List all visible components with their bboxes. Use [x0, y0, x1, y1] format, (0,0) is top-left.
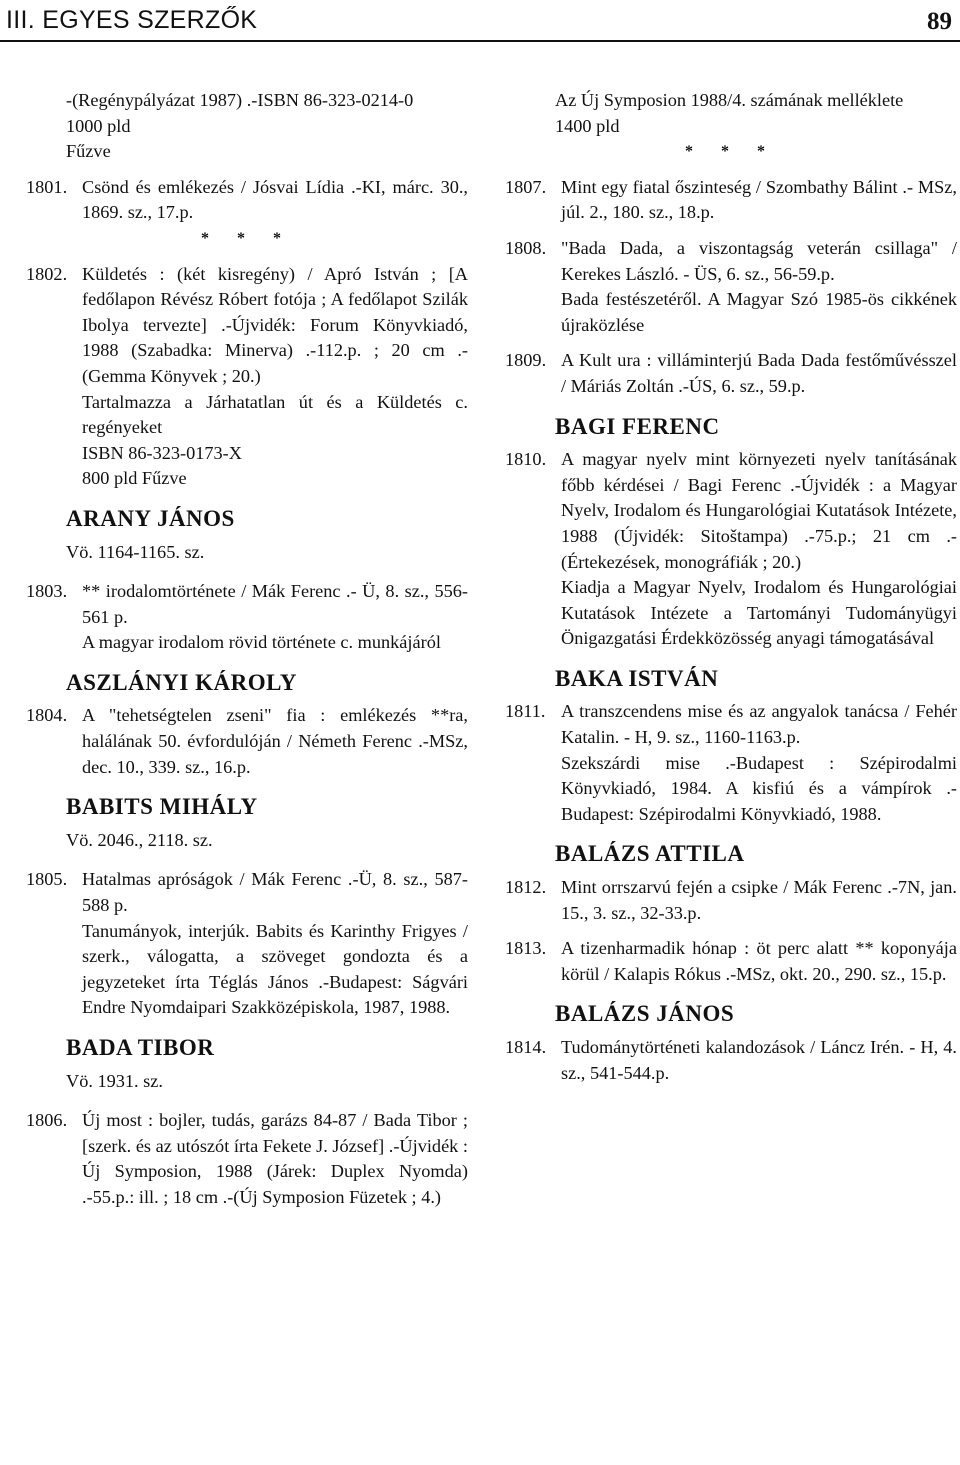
entry-number: 1811. — [505, 701, 546, 722]
author-heading-bagi: BAGI FERENC — [555, 413, 720, 439]
continued-line: Az Új Symposion 1988/4. számának melléklete — [555, 90, 904, 110]
entry-number: 1813. — [505, 938, 547, 959]
author-heading-aszlanyi: ASZLÁNYI KÁROLY — [66, 669, 297, 695]
entry-number: 1806. — [26, 1110, 68, 1131]
author-heading-babits: BABITS MIHÁLY — [66, 794, 258, 820]
author-heading-balazs-janos: BALÁZS JÁNOS — [555, 1001, 735, 1027]
entry-text: Tudománytörténeti kalandozások / Láncz Irén. - H, 4. sz., 541-544.p. — [561, 1037, 957, 1083]
entry-text: A "tehetségtelen zseni" fia : emlékezés **ra, halálának 50. évfordulóján / Németh Ferenc .-MSz, dec. 10., 339. sz., 16.p. — [82, 705, 468, 777]
entry-number: 1804. — [26, 705, 68, 726]
entry-1813 — [505, 936, 957, 987]
entry-number: 1810. — [505, 449, 547, 470]
entry-note: Kiadja a Magyar Nyelv, Irodalom és Hungarológiai Kutatások Intézete a Tartományi Tudományügyi Önigazgatási Érdekközösség anyagi támogatásával — [561, 577, 957, 649]
continued-line: -(Regénypályázat 1987) .-ISBN 86-323-0214-0 — [66, 90, 414, 110]
entry-1811 — [505, 699, 957, 827]
entry-note: Tanumányok, interjúk. Babits és Karinthy Frigyes / szerk., válogatta, a szöveget gondozta és a jegyzeteket írta Téglás János .-Budapest: Ságvári Endre Nyomdaipari Szakközépiskola, 1987, 1988. — [82, 920, 468, 1018]
section-separator: * * * — [685, 143, 777, 161]
author-heading-balazs-attila: BALÁZS ATTILA — [555, 841, 745, 867]
entry-1812 — [505, 875, 957, 926]
entry-number: 1802. — [26, 263, 68, 284]
entry-number: 1805. — [26, 869, 68, 890]
entry-number: 1808. — [505, 237, 547, 258]
entry-text: "Bada Dada, a viszontagság veterán csillaga" / Kerekes László. - ÜS, 6. sz., 56-59.p. — [561, 237, 957, 284]
entry-1804 — [26, 703, 468, 780]
entry-isbn: ISBN 86-323-0173-X — [82, 442, 242, 463]
continued-entry — [26, 88, 468, 165]
entry-text: A tizenharmadik hónap : öt perc alatt ** koponyája körül / Kalapis Rókus .-MSz, okt. 20., 290. sz., 15.p. — [561, 938, 957, 984]
continued-line: 1400 pld — [555, 115, 620, 136]
entry-1806 — [26, 1108, 468, 1210]
entry-1801 — [26, 175, 468, 226]
entry-1808 — [505, 236, 957, 338]
chapter-title: III. EGYES SZERZŐK — [6, 6, 258, 34]
continued-line: 1000 pld — [66, 115, 131, 136]
entry-1802 — [26, 262, 468, 492]
page-number: 89 — [927, 8, 952, 35]
left-column — [26, 88, 468, 1211]
entry-note: Tartalmazza a Járhatatlan út és a Küldetés c. regényeket — [82, 391, 468, 438]
entry-1810 — [505, 447, 957, 652]
cross-reference: Vö. 1931. sz. — [66, 1070, 163, 1091]
entry-note: Bada festészetéről. A Magyar Szó 1985-ös cikkének újraközlése — [561, 289, 957, 335]
cross-reference: Vö. 2046., 2118. sz. — [66, 829, 213, 850]
entry-number: 1812. — [505, 877, 547, 898]
author-heading-baka: BAKA ISTVÁN — [555, 665, 719, 691]
continued-line: Fűzve — [66, 141, 111, 162]
entry-number: 1807. — [505, 176, 547, 197]
entry-text: Mint egy fiatal őszinteség / Szombathy Bálint .- MSz, júl. 2., 180. sz., 18.p. — [561, 176, 957, 223]
cross-reference: Vö. 1164-1165. sz. — [66, 541, 205, 562]
section-separator: * * * — [201, 229, 293, 247]
entry-1807 — [505, 175, 957, 226]
entry-note: A magyar irodalom rövid története c. munkájáról — [82, 632, 441, 653]
entry-1809 — [505, 348, 957, 399]
entry-text: Hatalmas apróságok / Mák Ferenc .-Ü, 8. sz., 587-588 p. — [82, 869, 468, 916]
author-heading-bada: BADA TIBOR — [66, 1035, 215, 1060]
entry-text: Új most : bojler, tudás, garázs 84-87 / Bada Tibor ; [szerk. és az utószót írta Fekete J. József] .-Újvidék : Új Symposion, 1988 (Járek: Duplex Nyomda) .-55.p.: ill. ; 18 cm .-(Új Symposion Füzetek ; 4.) — [82, 1110, 468, 1207]
author-heading-arany: ARANY JÁNOS — [66, 505, 235, 531]
entry-number: 1801. — [26, 176, 68, 197]
entry-text: ** irodalomtörténete / Mák Ferenc .- Ü, 8. sz., 556-561 p. — [82, 581, 468, 627]
entry-1803 — [26, 579, 468, 656]
entry-text: A Kult ura : villáminterjú Bada Dada festőművésszel / Máriás Zoltán .-ÚS, 6. sz., 59.p. — [561, 350, 957, 396]
entry-1805 — [26, 867, 468, 1021]
entry-number: 1814. — [505, 1037, 547, 1057]
entry-note: Szekszárdi mise .-Budapest : Szépirodalmi Könyvkiadó, 1984. A kisfiú és a vámpírok .-Budapest: Szépirodalmi Könyvkiadó, 1988. — [561, 752, 957, 824]
continued-entry — [505, 88, 957, 139]
entry-number: 1803. — [26, 581, 68, 602]
page-header — [0, 0, 960, 46]
entry-text: A magyar nyelv mint környezeti nyelv tanításának főbb kérdései / Bagi Ferenc .-Újvidék : a Magyar Nyelv, Irodalom és Hungarológiai Kutatások Intézete, 1988 (Újvidék: Sitoštampa) .-75.p.; 21 cm .-(Értekezések, monográfiák ; 20.) — [561, 449, 957, 572]
entry-text: A transzcendens mise és az angyalok tanácsa / Fehér Katalin. - H, 9. sz., 1160-1163.p. — [561, 701, 957, 748]
header-divider — [0, 40, 960, 42]
right-column — [505, 88, 957, 1086]
entry-text: Mint orrszarvú fején a csipke / Mák Ferenc .-7N, jan. 15., 3. sz., 32-33.p. — [561, 877, 957, 923]
entry-number: 1809. — [505, 350, 547, 371]
entry-text: Csönd és emlékezés / Jósvai Lídia .-KI, márc. 30., 1869. sz., 17.p. — [82, 176, 468, 223]
entry-text: Küldetés : (két kisregény) / Apró István ; [A fedőlapon Révész Róbert fotója ; A fedőlapot Szilák Ibolya tervezte] .-Újvidék: Forum Könyvkiadó, 1988 (Szabadka: Minerva) .-112.p. ; 20 cm .-(Gemma Könyvek ; 20.) — [82, 263, 468, 386]
entry-copies: 800 pld Fűzve — [82, 468, 187, 489]
entry-1814 — [505, 1035, 957, 1086]
